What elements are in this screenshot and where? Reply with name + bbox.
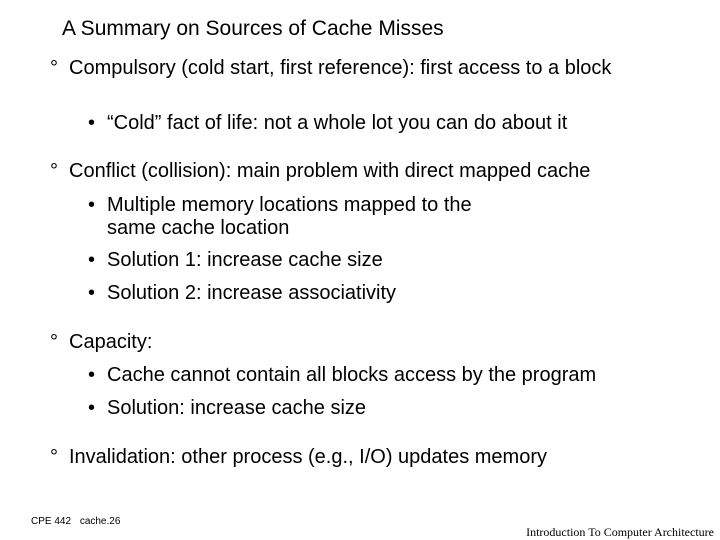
sub-bullet-text: Solution 2: increase associativity [107, 282, 397, 304]
sub-bullet-mark: • [88, 194, 96, 216]
sub-bullet-cold-fact [88, 112, 708, 135]
bullet-conflict [50, 160, 700, 183]
sub-bullet-solution-1 [88, 249, 708, 272]
slide-title: A Summary on Sources of Cache Misses [62, 17, 444, 40]
bullet-capacity [50, 331, 700, 354]
sub-bullet-multiple-locations [88, 194, 488, 240]
sub-bullet-mark: • [88, 364, 96, 386]
sub-bullet-cache-cannot-contain [88, 364, 708, 387]
sub-bullet-mark: • [88, 112, 96, 134]
footer-course: CPE 442 [31, 516, 72, 527]
sub-bullet-text: Cache cannot contain all blocks access by the program [107, 364, 597, 386]
bullet-text: Compulsory (cold start, first reference): first access to a block [69, 57, 612, 79]
bullet-text: Invalidation: other process (e.g., I/O) updates memory [69, 446, 547, 468]
bullet-mark: ° [50, 57, 58, 79]
bullet-compulsory [50, 57, 670, 80]
footer-course-info [31, 516, 126, 527]
bullet-mark: ° [50, 331, 58, 353]
sub-bullet-text: “Cold” fact of life: not a whole lot you can do about it [107, 112, 568, 134]
bullet-text: Conflict (collision): main problem with direct mapped cache [69, 160, 591, 182]
sub-bullet-mark: • [88, 282, 96, 304]
bullet-text: Capacity: [69, 331, 153, 353]
sub-bullet-text: Solution: increase cache size [107, 397, 367, 419]
bullet-mark: ° [50, 446, 58, 468]
sub-bullet-solution-2 [88, 282, 708, 305]
bullet-invalidation [50, 446, 700, 469]
sub-bullet-mark: • [88, 249, 96, 271]
footer-page: cache.26 [79, 516, 121, 527]
sub-bullet-text: Solution 1: increase cache size [107, 249, 383, 271]
footer-book-title: Introduction To Computer Architecture [526, 525, 714, 539]
sub-bullet-solution-cache-size [88, 397, 708, 420]
sub-bullet-text: Multiple memory locations mapped to the same cache location [107, 194, 472, 239]
sub-bullet-mark: • [88, 397, 96, 419]
bullet-mark: ° [50, 160, 58, 182]
